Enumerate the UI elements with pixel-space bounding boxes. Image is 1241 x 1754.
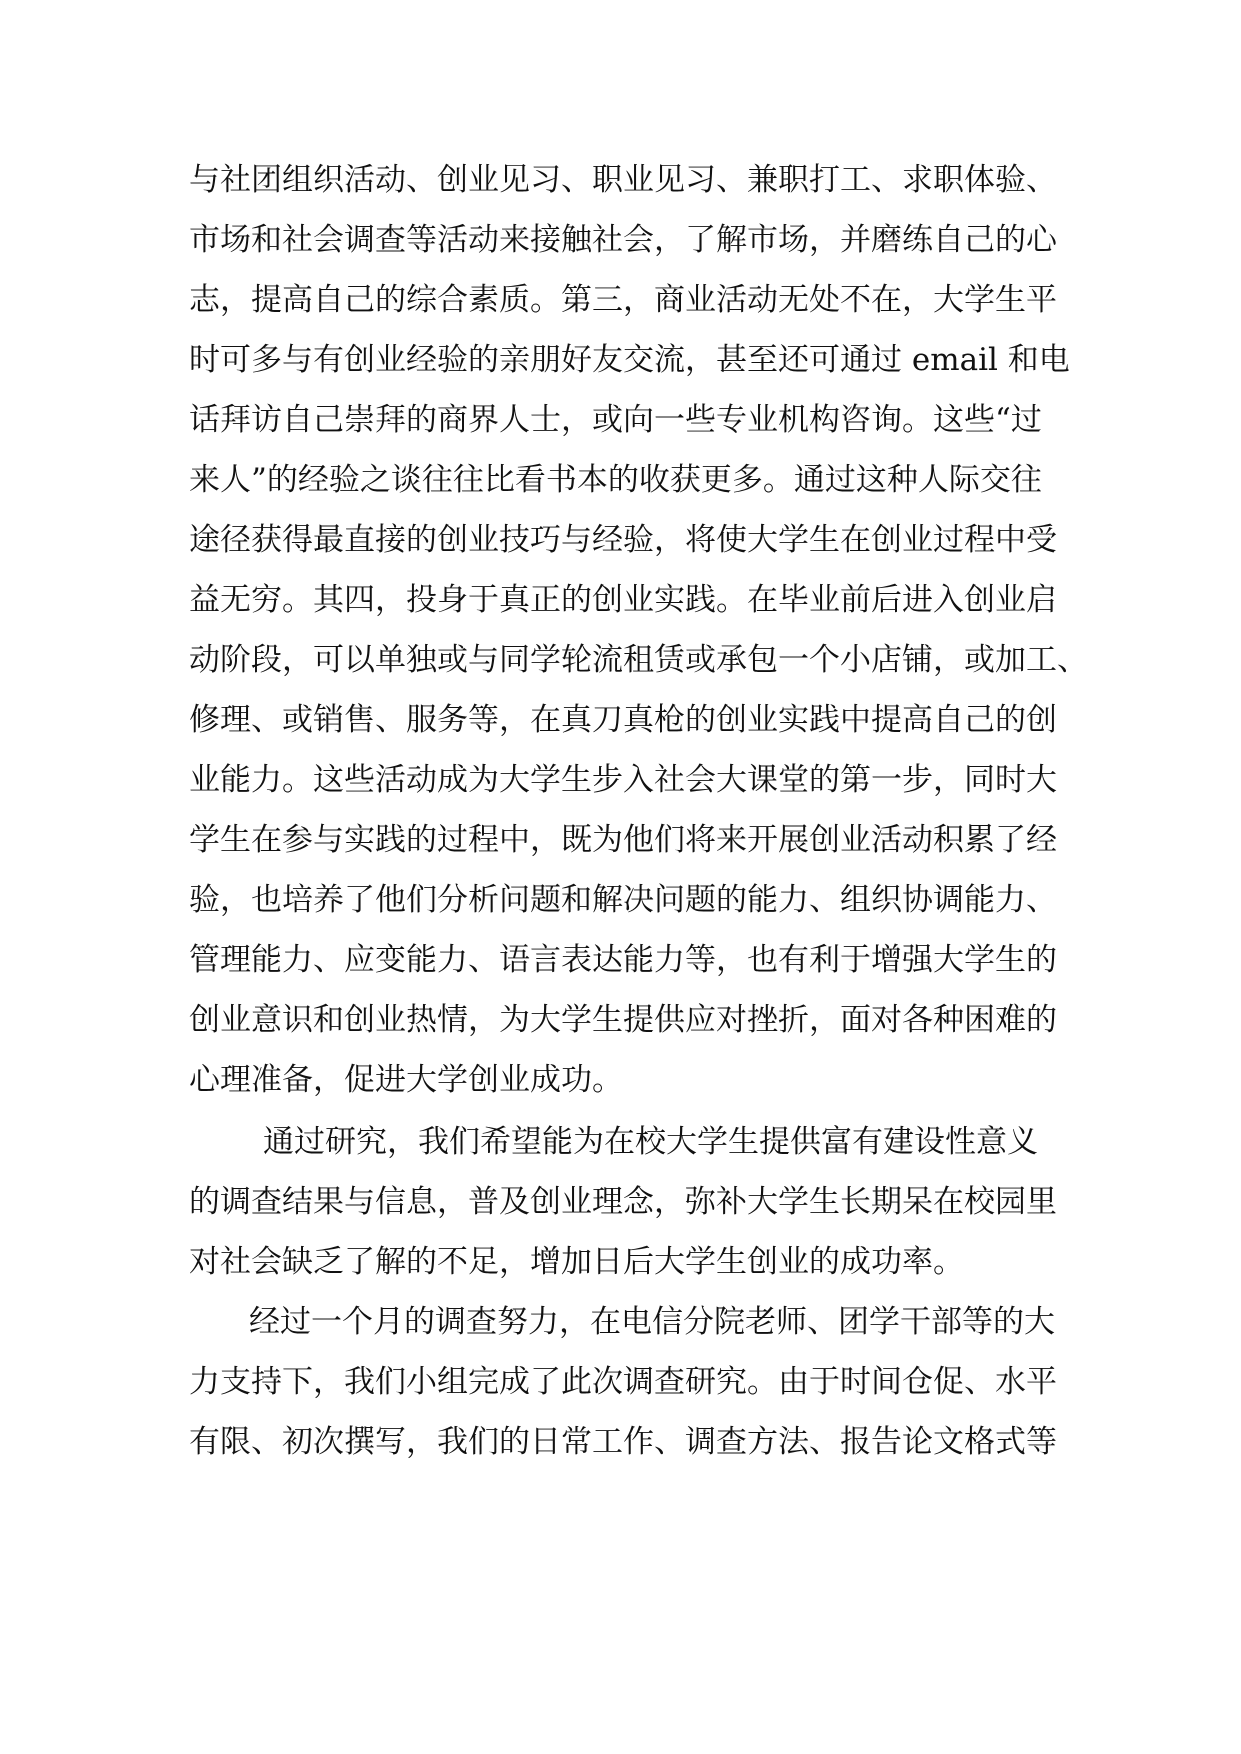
text-line: 与社团组织活动、创业见习、职业见习、兼职打工、求职体验、 <box>189 162 1057 198</box>
text-line: 心理准备，促进大学创业成功。 <box>189 1062 623 1098</box>
text-line: 有限、初次撰写，我们的日常工作、调查方法、报告论文格式等 <box>189 1424 1057 1460</box>
text-line: 益无穷。其四，投身于真正的创业实践。在毕业前后进入创业启 <box>189 582 1057 618</box>
text-line: 业能力。这些活动成为大学生步入社会大课堂的第一步，同时大 <box>189 762 1057 798</box>
text-line: 创业意识和创业热情，为大学生提供应对挫折，面对各种困难的 <box>189 1002 1057 1038</box>
text-line: 话拜访自己崇拜的商界人士，或向一些专业机构咨询。这些“过 <box>189 402 1042 438</box>
text-line: 志，提高自己的综合素质。第三，商业活动无处不在，大学生平 <box>189 282 1057 318</box>
paragraph-first-line: 通过研究，我们希望能为在校大学生提供富有建设性意义 <box>263 1124 1038 1160</box>
text-line: 市场和社会调查等活动来接触社会，了解市场，并磨练自己的心 <box>189 222 1057 258</box>
text-line: 力支持下，我们小组完成了此次调查研究。由于时间仓促、水平 <box>189 1364 1057 1400</box>
text-line: 对社会缺乏了解的不足，增加日后大学生创业的成功率。 <box>189 1244 964 1280</box>
text-line: 学生在参与实践的过程中，既为他们将来开展创业活动积累了经 <box>189 822 1057 858</box>
text-line: 动阶段，可以单独或与同学轮流租赁或承包一个小店铺，或加工、 <box>189 642 1088 678</box>
text-line: 来人”的经验之谈往往比看书本的收获更多。通过这种人际交往 <box>189 462 1042 498</box>
text-line: 途径获得最直接的创业技巧与经验，将使大学生在创业过程中受 <box>189 522 1057 558</box>
text-line: 的调查结果与信息，普及创业理念，弥补大学生长期呆在校园里 <box>189 1184 1057 1220</box>
paragraph-first-line: 经过一个月的调查努力，在电信分院老师、团学干部等的大 <box>249 1304 1055 1340</box>
text-line: 时可多与有创业经验的亲朋好友交流，甚至还可通过 email 和电 <box>189 342 1070 378</box>
text-line: 修理、或销售、服务等，在真刀真枪的创业实践中提高自己的创 <box>189 702 1057 738</box>
text-line: 管理能力、应变能力、语言表达能力等，也有利于增强大学生的 <box>189 942 1057 978</box>
text-line: 验，也培养了他们分析问题和解决问题的能力、组织协调能力、 <box>189 882 1057 918</box>
